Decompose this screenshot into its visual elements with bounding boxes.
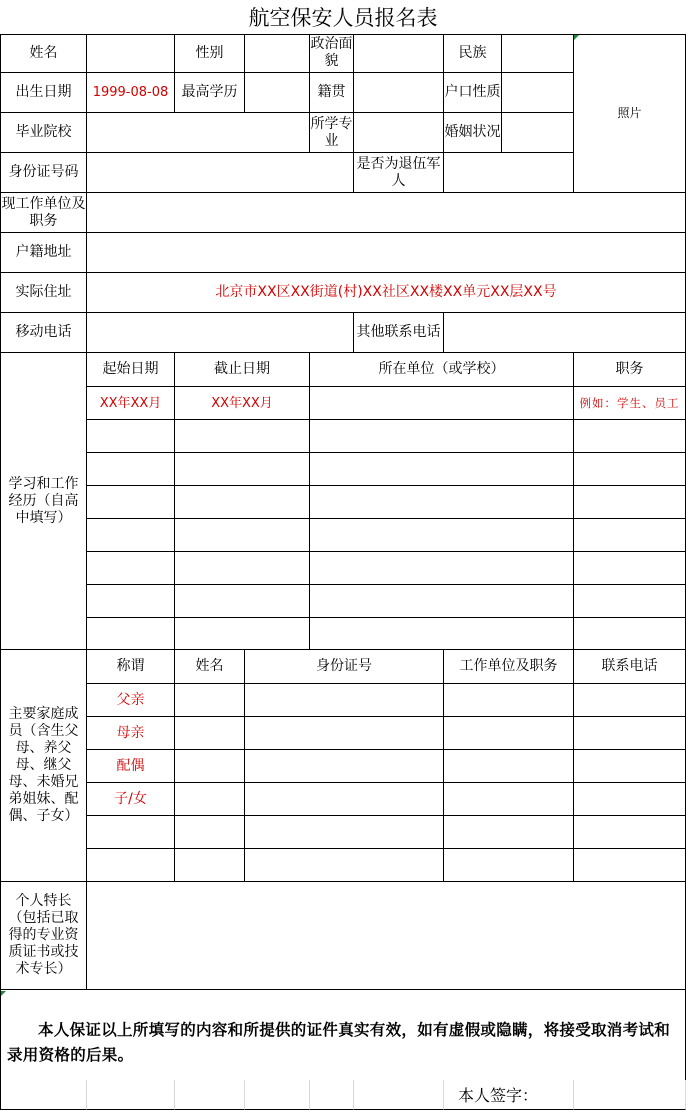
history-organization-cell[interactable] — [310, 519, 574, 552]
cell-marker-icon — [1, 991, 6, 996]
history-end-date-cell[interactable] — [175, 552, 310, 585]
signature-row-cell — [87, 1080, 175, 1110]
history-organization-cell[interactable] — [310, 486, 574, 519]
history-end-date-cell[interactable]: XX年XX月 — [175, 387, 310, 420]
declaration-text: 本人保证以上所填写的内容和所提供的证件真实有效，如有虚假或隐瞒，将接受取消考试和录用资格的后果。 — [7, 1020, 671, 1064]
history-end-date-cell[interactable] — [175, 519, 310, 552]
mobile-label: 移动电话 — [1, 313, 87, 353]
family-id-number-cell[interactable] — [245, 783, 444, 816]
family-section-label: 主要家庭成员（含生父母、养父母、继父母、未婚兄弟姐妹、配偶、子女） — [1, 650, 87, 882]
native-place-field[interactable] — [354, 73, 444, 113]
history-position-cell[interactable] — [574, 618, 686, 650]
family-header-name: 姓名 — [175, 650, 245, 684]
history-position-cell[interactable] — [574, 420, 686, 453]
major-field[interactable] — [354, 113, 444, 153]
history-position-cell[interactable] — [574, 453, 686, 486]
signature-row-cell — [1, 1080, 87, 1110]
family-work-unit-cell[interactable] — [444, 849, 574, 882]
signature-row-cell — [245, 1080, 310, 1110]
current-work-label: 现工作单位及职务 — [1, 193, 87, 233]
name-field[interactable] — [87, 34, 175, 73]
history-start-date-cell[interactable] — [87, 420, 175, 453]
family-relation-cell[interactable]: 配偶 — [87, 750, 175, 783]
history-position-cell[interactable] — [574, 585, 686, 618]
form-title: 航空保安人员报名表 — [248, 6, 438, 30]
family-header-relation: 称谓 — [87, 650, 175, 684]
history-position-cell[interactable] — [574, 486, 686, 519]
current-work-field[interactable] — [87, 193, 686, 233]
family-name-cell[interactable] — [175, 750, 245, 783]
history-start-date-cell[interactable] — [87, 618, 175, 650]
history-start-date-cell[interactable] — [87, 519, 175, 552]
education-field[interactable] — [245, 73, 310, 113]
family-relation-cell[interactable]: 父亲 — [87, 684, 175, 717]
address-label: 实际住址 — [1, 273, 87, 313]
family-relation-cell[interactable]: 母亲 — [87, 717, 175, 750]
history-organization-cell[interactable] — [310, 618, 574, 650]
history-organization-cell[interactable] — [310, 387, 574, 420]
political-field[interactable] — [354, 34, 444, 73]
marital-field[interactable] — [502, 113, 574, 153]
family-id-number-cell[interactable] — [245, 717, 444, 750]
skills-field[interactable] — [87, 882, 686, 990]
address-field[interactable]: 北京市XX区XX街道(村)XX社区XX楼XX单元XX层XX号 — [87, 273, 686, 313]
family-work-unit-cell[interactable] — [444, 684, 574, 717]
history-end-date-cell[interactable] — [175, 453, 310, 486]
ethnicity-label: 民族 — [444, 34, 502, 73]
signature-row-cell[interactable] — [574, 1080, 686, 1110]
history-end-date-cell[interactable] — [175, 585, 310, 618]
history-end-date-cell[interactable] — [175, 486, 310, 519]
major-label: 所学专业 — [310, 113, 354, 153]
hukou-address-field[interactable] — [87, 233, 686, 273]
family-name-cell[interactable] — [175, 849, 245, 882]
native-place-label: 籍贯 — [310, 73, 354, 113]
family-phone-cell[interactable] — [574, 783, 686, 816]
signature-row-cell — [310, 1080, 354, 1110]
family-work-unit-cell[interactable] — [444, 816, 574, 849]
family-id-number-cell[interactable] — [245, 750, 444, 783]
veteran-field[interactable] — [444, 153, 574, 193]
history-position-cell[interactable]: 例如：学生、员工 — [574, 387, 686, 420]
history-header-start-date: 起始日期 — [87, 353, 175, 387]
family-phone-cell[interactable] — [574, 816, 686, 849]
family-relation-cell[interactable]: 子/女 — [87, 783, 175, 816]
history-start-date-cell[interactable] — [87, 552, 175, 585]
history-organization-cell[interactable] — [310, 420, 574, 453]
history-start-date-cell[interactable] — [87, 585, 175, 618]
other-phone-label: 其他联系电话 — [354, 313, 444, 353]
history-section-label: 学习和工作经历（自高中填写） — [1, 353, 87, 650]
history-end-date-cell[interactable] — [175, 420, 310, 453]
history-organization-cell[interactable] — [310, 552, 574, 585]
hukou-type-label: 户口性质 — [444, 73, 502, 113]
family-relation-cell[interactable] — [87, 849, 175, 882]
history-header-position: 职务 — [574, 353, 686, 387]
school-label: 毕业院校 — [1, 113, 87, 153]
cell-marker-icon — [574, 35, 579, 40]
signature-row-cell — [175, 1080, 245, 1110]
history-organization-cell[interactable] — [310, 453, 574, 486]
family-work-unit-cell[interactable] — [444, 783, 574, 816]
family-name-cell[interactable] — [175, 717, 245, 750]
family-name-cell[interactable] — [175, 783, 245, 816]
family-work-unit-cell[interactable] — [444, 717, 574, 750]
history-position-cell[interactable] — [574, 552, 686, 585]
history-start-date-cell[interactable] — [87, 486, 175, 519]
gender-field[interactable] — [245, 34, 310, 73]
family-name-cell[interactable] — [175, 816, 245, 849]
political-label: 政治面貌 — [310, 34, 354, 73]
history-end-date-cell[interactable] — [175, 618, 310, 650]
marital-label: 婚姻状况 — [444, 113, 502, 153]
signature-row-cell — [354, 1080, 444, 1110]
history-position-cell[interactable] — [574, 519, 686, 552]
family-phone-cell[interactable] — [574, 717, 686, 750]
ethnicity-field[interactable] — [502, 34, 574, 73]
education-label: 最高学历 — [175, 73, 245, 113]
history-start-date-cell[interactable]: XX年XX月 — [87, 387, 175, 420]
hukou-type-field[interactable] — [502, 73, 574, 113]
family-relation-cell[interactable] — [87, 816, 175, 849]
mobile-field[interactable] — [87, 313, 354, 353]
family-header-work-unit: 工作单位及职务 — [444, 650, 574, 684]
family-phone-cell[interactable] — [574, 684, 686, 717]
signature-label: 本人签字： — [458, 1086, 539, 1105]
family-id-number-cell[interactable] — [245, 849, 444, 882]
history-header-end-date: 截止日期 — [175, 353, 310, 387]
family-phone-cell[interactable] — [574, 849, 686, 882]
history-header-organization: 所在单位（或学校） — [310, 353, 574, 387]
history-organization-cell[interactable] — [310, 585, 574, 618]
name-label: 姓名 — [1, 34, 87, 73]
other-phone-field[interactable] — [444, 313, 686, 353]
history-start-date-cell[interactable] — [87, 453, 175, 486]
family-id-number-cell[interactable] — [245, 816, 444, 849]
hukou-address-label: 户籍地址 — [1, 233, 87, 273]
birth-date-field[interactable]: 1999-08-08 — [87, 73, 175, 113]
skills-label: 个人特长（包括已取得的专业资质证书或技术专长） — [1, 882, 87, 990]
family-header-id-number: 身份证号 — [245, 650, 444, 684]
family-id-number-cell[interactable] — [245, 684, 444, 717]
id-number-label: 身份证号码 — [1, 153, 87, 193]
family-phone-cell[interactable] — [574, 750, 686, 783]
declaration-spacer — [1, 990, 686, 1011]
family-work-unit-cell[interactable] — [444, 750, 574, 783]
family-header-phone: 联系电话 — [574, 650, 686, 684]
veteran-label: 是否为退伍军人 — [354, 153, 444, 193]
gender-label: 性别 — [175, 34, 245, 73]
photo-box[interactable]: 照片 — [574, 34, 686, 193]
birth-label: 出生日期 — [1, 73, 87, 113]
family-name-cell[interactable] — [175, 684, 245, 717]
id-number-field[interactable] — [87, 153, 354, 193]
school-field[interactable] — [87, 113, 310, 153]
